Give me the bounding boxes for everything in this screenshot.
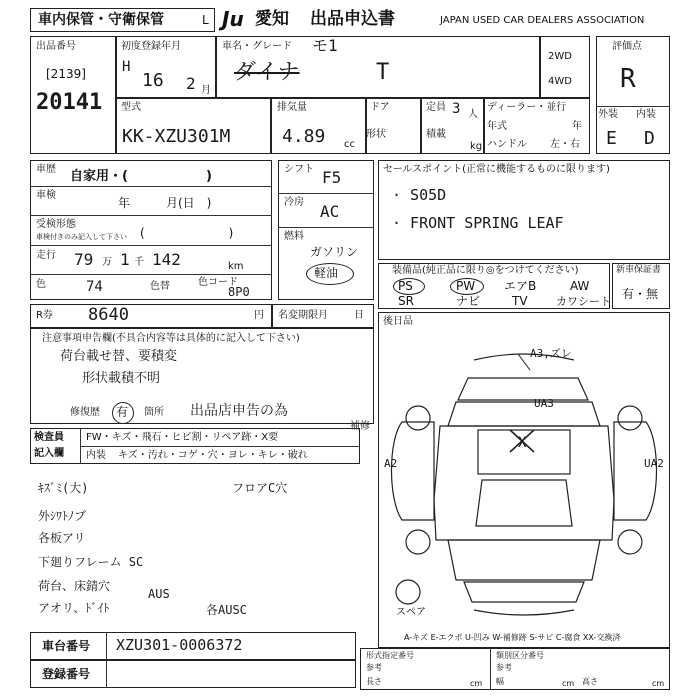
inspector-label-2: 記入欄 <box>34 448 64 459</box>
color-change-label: 色替 <box>150 281 170 292</box>
equip-sr: SR <box>398 294 414 308</box>
drive-box <box>540 36 590 98</box>
rule-4 <box>30 274 272 275</box>
registration-divider <box>106 660 107 688</box>
rule-6 <box>278 227 374 228</box>
first-reg-era: H <box>122 59 131 75</box>
rating-int: D <box>644 128 655 149</box>
inspector-side-note: 補修 <box>350 421 370 432</box>
dims-cm-1: cm <box>470 679 483 688</box>
diagram-tail <box>464 582 584 602</box>
inspector-row-1: FW・キズ・飛石・ヒビ割・リペア跡・X要 <box>86 432 279 443</box>
shaken-value: 年 月(日 ) <box>118 196 212 210</box>
rating-ext: E <box>606 128 617 149</box>
equip-tv: TV <box>512 294 528 308</box>
ac-value: AC <box>320 202 340 221</box>
recycle-unit: 円 <box>254 310 264 321</box>
mark-ua2: UA2 <box>644 457 664 470</box>
warranty-value: 有・無 <box>622 287 659 301</box>
sales-point-box <box>378 160 670 260</box>
spare-label: スペア <box>396 607 426 618</box>
diagram-front <box>448 402 600 426</box>
diagram-arrow-a3 <box>518 354 530 370</box>
rule-3 <box>30 245 272 246</box>
car-name-struck: ダイナ <box>234 60 300 85</box>
rating-label: 評価点 <box>612 41 642 52</box>
registration-label: 登録番号 <box>42 667 91 681</box>
shift-label: シフト <box>284 164 314 175</box>
dealer-label: ディーラー・並行 <box>487 102 567 113</box>
inspector-note-3: 各板アリ <box>38 531 86 545</box>
rating-value: R <box>620 64 636 94</box>
color-code-label: 色コード <box>198 277 238 288</box>
handle-opts: 左・右 <box>550 139 580 150</box>
equip-navi: ナビ <box>456 294 481 308</box>
diagram-rear <box>448 540 600 580</box>
title-change-day: 日 <box>354 310 364 321</box>
dims-width: 幅 <box>496 677 504 686</box>
displacement-label: 排気量 <box>277 102 307 113</box>
equip-aw: AW <box>570 279 590 293</box>
repair-detail: 出品店申告の為 <box>190 403 288 419</box>
doc-title: 出品申込書 <box>310 9 395 29</box>
chassis-divider <box>106 632 107 660</box>
recycle-box <box>30 304 272 328</box>
rating-int-label: 内装 <box>636 109 656 120</box>
inspector-note-5: 荷台、床錆穴 <box>38 579 111 593</box>
ac-label: 冷房 <box>284 197 304 208</box>
mileage-v1: 79 <box>74 250 94 269</box>
dims-divider <box>490 648 491 690</box>
notes-line-1: 荷台載せ替、要積変 <box>60 349 178 364</box>
chassis-label: 車台番号 <box>42 639 91 653</box>
history-label: 車歴 <box>36 164 56 175</box>
inspector-row-2: キズ・汚れ・コゲ・穴・ヨレ・キレ・破れ <box>118 450 308 461</box>
rule-2 <box>30 215 272 216</box>
dims-shape-label: 形式指定番号 <box>366 651 414 660</box>
chassis-value: XZU301-0006372 <box>116 636 243 654</box>
inspector-note-8: AUS <box>148 587 170 601</box>
diagram-roof <box>476 480 572 526</box>
inspector-note-9: 各AUSC <box>206 603 247 617</box>
load-unit: kg <box>470 141 483 152</box>
diagram-hood <box>458 378 588 400</box>
first-reg-month: 2 <box>186 74 196 93</box>
repair-value: 有 <box>116 405 129 419</box>
rating-ext-label: 外装 <box>598 109 618 120</box>
mileage-v3: 142 <box>152 250 181 269</box>
notes-line-2: 形状載積不明 <box>82 371 161 386</box>
inspector-label-1: 検査員 <box>34 432 64 443</box>
mark-x: X <box>518 435 527 451</box>
sales-point-line-1: · S05D <box>392 186 447 204</box>
fuel-gasoline: ガソリン <box>310 245 359 259</box>
receipt-label: 受検形態 <box>36 219 76 230</box>
diagram-wheel-fr <box>618 406 642 430</box>
capacity-value: 3 <box>452 101 461 117</box>
sales-point-line-2: · FRONT SPRING LEAF <box>392 214 564 232</box>
diagram-wheel-rr <box>618 530 642 554</box>
inspector-note-6: アオリ、ﾄﾞｲﾄ <box>38 601 110 615</box>
repair-place-label: 箇所 <box>144 407 164 418</box>
title-change-month: 月 <box>318 310 328 321</box>
dims-cm-2: cm <box>562 679 575 688</box>
diagram-wheel-fl <box>406 406 430 430</box>
first-reg-year: 16 <box>142 70 164 91</box>
car-name-note: モ1 <box>312 36 338 55</box>
equip-pw: PW <box>456 279 476 293</box>
inspector-note-2: 外ｼﾜﾄﾉブ <box>38 509 87 523</box>
shape-label: 形状 <box>366 129 386 140</box>
history-value: 自家用・( ) <box>70 169 212 184</box>
car-diagram <box>378 330 670 620</box>
recycle-label: R券 <box>36 310 53 321</box>
inspector-note-1: ｷｽﾞﾐ(大) <box>38 481 89 495</box>
shaken-label: 車検 <box>36 190 56 201</box>
dims-ref-1: 参考 <box>366 663 382 672</box>
ju-logo: Ju <box>222 7 244 31</box>
doors-label: ドア <box>370 102 390 113</box>
storage-mark: L <box>202 13 209 27</box>
lot-label: 出品番号 <box>36 41 76 52</box>
equip-ps: PS <box>398 279 413 293</box>
car-grade: T <box>376 60 390 85</box>
mileage-u1: 万 <box>102 257 112 268</box>
equipment-label: 装備品(純正品に限り◎をつけてください) <box>392 265 579 276</box>
first-reg-month-unit: 月 <box>201 85 211 96</box>
diagram-left-side <box>392 422 435 520</box>
drive-2wd: 2WD <box>548 51 572 62</box>
shift-value: F5 <box>322 168 342 187</box>
rule-5 <box>278 193 374 194</box>
color-label: 色 <box>36 279 46 290</box>
equip-airbag: エアB <box>504 279 537 293</box>
inspector-row-2-label: 内装 <box>86 450 106 461</box>
mileage-unit: km <box>228 261 244 272</box>
displacement-unit: cc <box>344 139 355 150</box>
receipt-note: 車検付きのみ記入して下さい <box>36 233 127 241</box>
drive-4wd: 4WD <box>548 76 572 87</box>
dealer-year-unit: 年 <box>572 121 582 132</box>
inspector-note-4: 下廻りフレーム SC <box>38 555 144 569</box>
repair-label: 修復歴 <box>70 407 100 418</box>
mark-a3: A3,ズレ <box>530 347 572 360</box>
rating-divider <box>596 106 670 107</box>
mileage-v2: 1 <box>120 250 130 269</box>
lot-bracket: [2139] <box>46 67 86 81</box>
mark-ua3: UA3 <box>534 397 554 410</box>
org-name: 愛知 <box>255 9 289 29</box>
rule-1 <box>30 186 272 187</box>
diagram-right-side <box>614 422 657 520</box>
receipt-value: ( ) <box>140 226 234 240</box>
lot-number: 20141 <box>36 90 103 115</box>
fuel-diesel: 軽油 <box>314 266 339 280</box>
dims-cm-3: cm <box>652 679 665 688</box>
model-value: KK-XZU301M <box>122 126 231 147</box>
inspector-note-7: フロアC穴 <box>232 481 288 495</box>
color-code: 8P0 <box>228 285 250 299</box>
color-value: 74 <box>86 279 103 295</box>
dims-ref-2: 参考 <box>496 663 512 672</box>
mark-a2: A2 <box>384 457 398 470</box>
diagram-bumper-rear <box>474 610 574 615</box>
assoc-name: JAPAN USED CAR DEALERS ASSOCIATION <box>440 15 645 26</box>
handle-label: ハンドル <box>487 139 527 150</box>
warranty-label: 新車保証書 <box>616 265 662 275</box>
capacity-unit: 人 <box>468 109 478 120</box>
dims-length: 長さ <box>366 677 382 686</box>
storage-label: 車内保管・守衛保管 <box>38 12 164 28</box>
diagram-wheel-rl <box>406 530 430 554</box>
dims-height: 高さ <box>582 677 598 686</box>
model-label: 型式 <box>121 102 141 113</box>
fuel-label: 燃料 <box>284 231 304 242</box>
inspector-row-divider <box>80 446 360 447</box>
diagram-legend: A-キズ E-エクボ U-凹み W-補修跡 S-サビ C-腐食 XX-交換済 <box>404 633 621 642</box>
diagram-spare <box>396 580 420 604</box>
mileage-u2: 千 <box>134 257 144 268</box>
car-name-label: 車名・グレード <box>222 41 292 52</box>
load-label: 積載 <box>426 129 446 140</box>
dims-cat-label: 類別区分番号 <box>496 651 544 660</box>
rear-label: 後日品 <box>383 316 413 327</box>
displacement-value: 4.89 <box>282 126 326 147</box>
dealer-year-label: 年式 <box>487 121 507 132</box>
mileage-label: 走行 <box>36 250 56 261</box>
capacity-label: 定員 <box>426 102 446 113</box>
first-reg-label: 初度登録年月 <box>121 41 181 52</box>
title-change-label: 名変期限 <box>278 310 318 321</box>
recycle-value: 8640 <box>88 305 129 325</box>
notes-label: 注意事項申告欄(不具合内容等は具体的に記入して下さい) <box>42 333 300 344</box>
equip-leather: カワシート <box>556 295 611 308</box>
sales-point-label: セールスポイント(正常に機能するものに限ります) <box>383 164 610 175</box>
